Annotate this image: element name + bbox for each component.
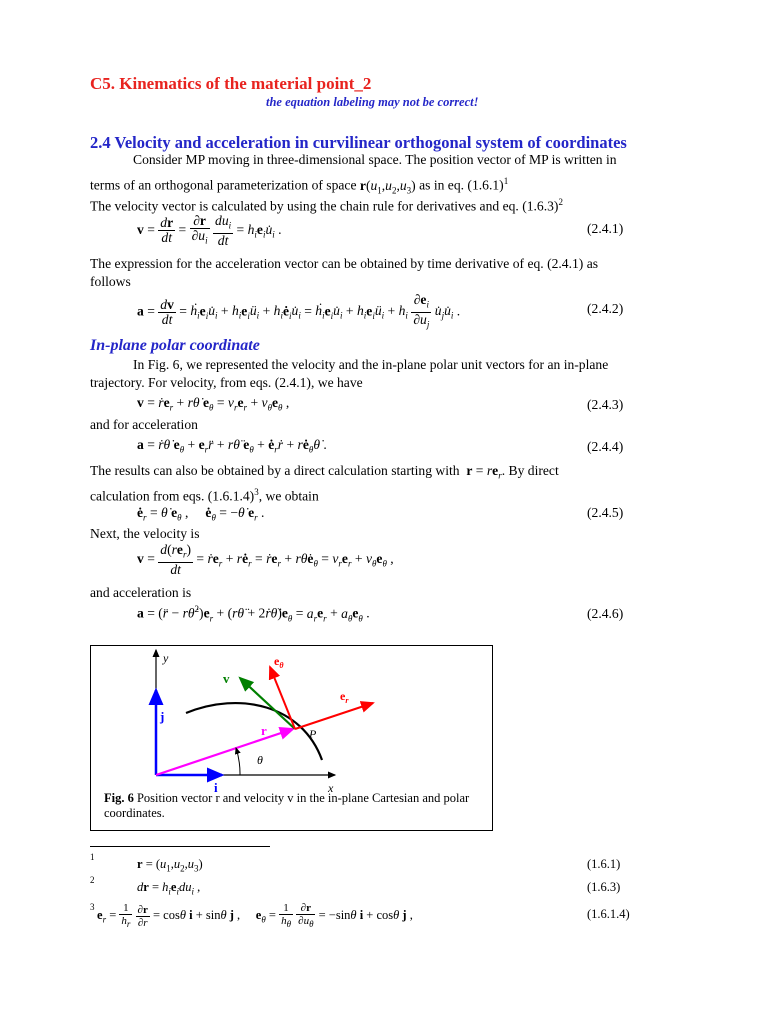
equation-number: (2.4.4) <box>587 439 624 454</box>
equation-number: (2.4.2) <box>587 301 624 316</box>
r-label: r <box>261 723 267 738</box>
paragraph-line: Consider MP moving in three-dimensional space. The position vector of MP is written in <box>133 152 617 167</box>
footnote-equation: $e_r$ = $\frac{1}{h_r}$ $\frac{\partial r}{\partial r}$ = cosθ i + sinθ j , $e_\theta$ = $\frac{1}{h_\theta}$ $\frac{\partial r}{\partial u_\theta}$ = −sinθ i + cosθ j , <box>97 902 413 930</box>
unit-vector-e-theta <box>270 667 295 729</box>
footnote-equation-number: (1.6.1) <box>587 857 621 871</box>
paragraph-line: follows <box>90 274 131 289</box>
equation-velocity-expanded: v = $\frac{d(re_r)}{dt}$ = ṙe$_r$ + $rė_r$ = ṙe$_r$ + $r\thetȧe_\theta = v_re_r + v_\theta e_\theta$ , <box>137 542 394 577</box>
page-title: C5. Kinematics of the material point_2 <box>90 74 372 93</box>
equation-polar-acceleration: a = ṙθ̇ $e_\theta$ + $e_rr̈$ + rθ̈ $e_\theta$ + $ė_rṙ$ + $rė_\theta\thetȧ$ . <box>137 437 327 455</box>
footnote-marker: 2 <box>90 875 95 885</box>
labeling-note: the equation labeling may not be correct! <box>266 95 479 109</box>
equation-unit-derivatives: $ė_r$ = θ̇ $e_\theta$ , $ė_\theta$ = −θ̇ $e_r$ . <box>137 505 265 523</box>
p-label: P <box>309 727 317 741</box>
footnote-equation: $r = (u_1,u_2,u_3)$ <box>137 857 203 874</box>
equation-number: (2.4.3) <box>587 397 624 412</box>
paragraph-line: In Fig. 6, we represented the velocity and the in-plane polar unit vectors for an in-plane <box>133 357 609 372</box>
equation-number: (2.4.5) <box>587 505 624 520</box>
position-vector-r <box>156 729 293 775</box>
paragraph-line: and acceleration is <box>90 585 192 600</box>
footnote-marker: 3 <box>90 902 95 912</box>
paragraph-line: The results can also be obtained by a direct calculation starting with $r = re_r$. By direct <box>90 463 559 481</box>
trajectory-curve <box>186 703 322 760</box>
equation-acceleration: a = $\frac{dv}{dt}$ = $ḣ_ie_iu̇_i$ + $h_ie_iü_i$ + $h_iė_iu̇_i$ = $ḣ_ie_iu̇_i$ + $h_ie_iü_i + h_i$ $\frac{\partial e_i}{\partial u_j}$ $u̇_ju̇_i$ . <box>137 292 461 330</box>
v-label: v <box>223 671 230 686</box>
position-expr: $r = re_r$ <box>466 463 502 481</box>
paragraph-line: calculation from eqs. $(1.6.1.4)^3$, we obtain <box>90 487 319 504</box>
angle-arc <box>236 748 240 775</box>
section-heading: 2.4 Velocity and acceleration in curvilinear orthogonal system of coordinates <box>90 133 627 152</box>
paragraph-line: Next, the velocity is <box>90 526 200 541</box>
paragraph-line: and for acceleration <box>90 417 198 432</box>
position-vector-expr: $r(u_1,u_2,u_3)$ <box>359 177 416 196</box>
figure-caption: Fig. 6 Position vector r and velocity v in the in-plane Cartesian and polar coordinates. <box>104 791 470 820</box>
i-label: i <box>214 780 218 795</box>
y-label: y <box>163 651 169 665</box>
equation-number: (2.4.1) <box>587 221 624 236</box>
equation-velocity: v = $\frac{dr}{dt}$ = $\frac{\partial r}{\partial u_i}$ $\frac{du_i}{dt}$ = $h_ie_iu̇_i$ . <box>137 213 282 248</box>
equation-number: (2.4.6) <box>587 606 624 621</box>
footnote-separator <box>90 846 270 847</box>
paragraph-line: terms of an orthogonal parameterization of space $r(u_1,u_2,u_3)$ as in eq. $(1.6.1)^1$ <box>90 176 509 196</box>
e-r-label: $e_r$ <box>340 689 349 705</box>
equation-polar-velocity: v = ṙe$_r$ + rθ̇ $e_\theta = v_re_r + v_\theta e_\theta$ , <box>137 395 290 413</box>
unit-vector-e-r <box>295 703 373 729</box>
paragraph-line: The velocity vector is calculated by using the chain rule for derivatives and eq. $(1.6.3)^2$ <box>90 197 563 214</box>
x-label: x <box>328 781 334 795</box>
footnote-marker: 1 <box>90 852 95 862</box>
paragraph-line: The expression for the acceleration vector can be obtained by time derivative of eq. (2.4.1) as <box>90 256 599 271</box>
subsection-heading: In-plane polar coordinate <box>90 337 260 354</box>
theta-label: θ <box>257 753 263 767</box>
equation-acceleration-polar-components: a = (r̈ − $r\thetȧ^2)e_r$ + (rθ̈ + $2ṙ\thetȧ)e_\theta = a_re_r + a_\theta e_\theta$ . <box>137 604 370 624</box>
paragraph-line: trajectory. For velocity, from eqs. (2.4.1), we have <box>90 375 363 390</box>
footnote-equation: dr = $h_ie_idu_i$ , <box>137 880 201 897</box>
e-theta-label: $e_\theta$ <box>274 654 284 670</box>
footnote-equation-number: (1.6.1.4) <box>587 907 630 921</box>
footnote-equation-number: (1.6.3) <box>587 880 621 894</box>
j-label: j <box>160 709 165 724</box>
